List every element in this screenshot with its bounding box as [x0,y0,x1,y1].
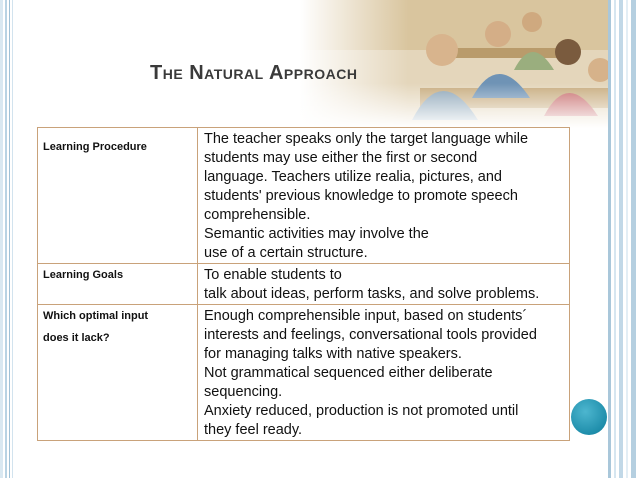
content-line: Anxiety reduced, production is not promoted until [204,403,519,419]
content-line: students' previous knowledge to promote speech [204,188,518,204]
content-line: The teacher speaks only the target language while [204,131,529,147]
content-line: language. Teachers utilize realia, pictures, and [204,169,502,185]
table-row [38,128,570,264]
content-line: interests and feelings, conversational tools provided [204,327,537,343]
content-line: Semantic activities may involve the [204,226,429,242]
row-label [38,305,198,441]
table-row [38,305,570,441]
right-border-decoration [608,0,638,478]
slide-title: The Natural Approach [150,62,358,84]
left-border-decoration [0,0,16,478]
content-line: sequencing. [204,384,283,400]
teal-circle-icon [571,399,607,435]
content-line: they feel ready. [204,422,303,438]
content-line: Enough comprehensible input, based on students´ [204,308,528,324]
row-content [198,128,570,264]
row-content [198,264,570,305]
content-line: talk about ideas, perform tasks, and solve problems. [204,286,540,302]
row-label: Learning Procedure [38,128,198,264]
label-line: Which optimal input [43,310,149,322]
row-content [198,305,570,441]
approach-table [37,127,570,441]
content-line: students may use either the first or second [204,150,478,166]
table-row [38,264,570,305]
content-line: for managing talks with native speakers. [204,346,462,362]
label-line: does it lack? [43,332,110,344]
content-line: comprehensible. [204,207,311,223]
content-line: To enable students to [204,267,342,283]
content-line: Not grammatical sequenced either deliberate [204,365,493,381]
content-line: use of a certain structure. [204,245,368,261]
row-label: Learning Goals [38,264,198,305]
